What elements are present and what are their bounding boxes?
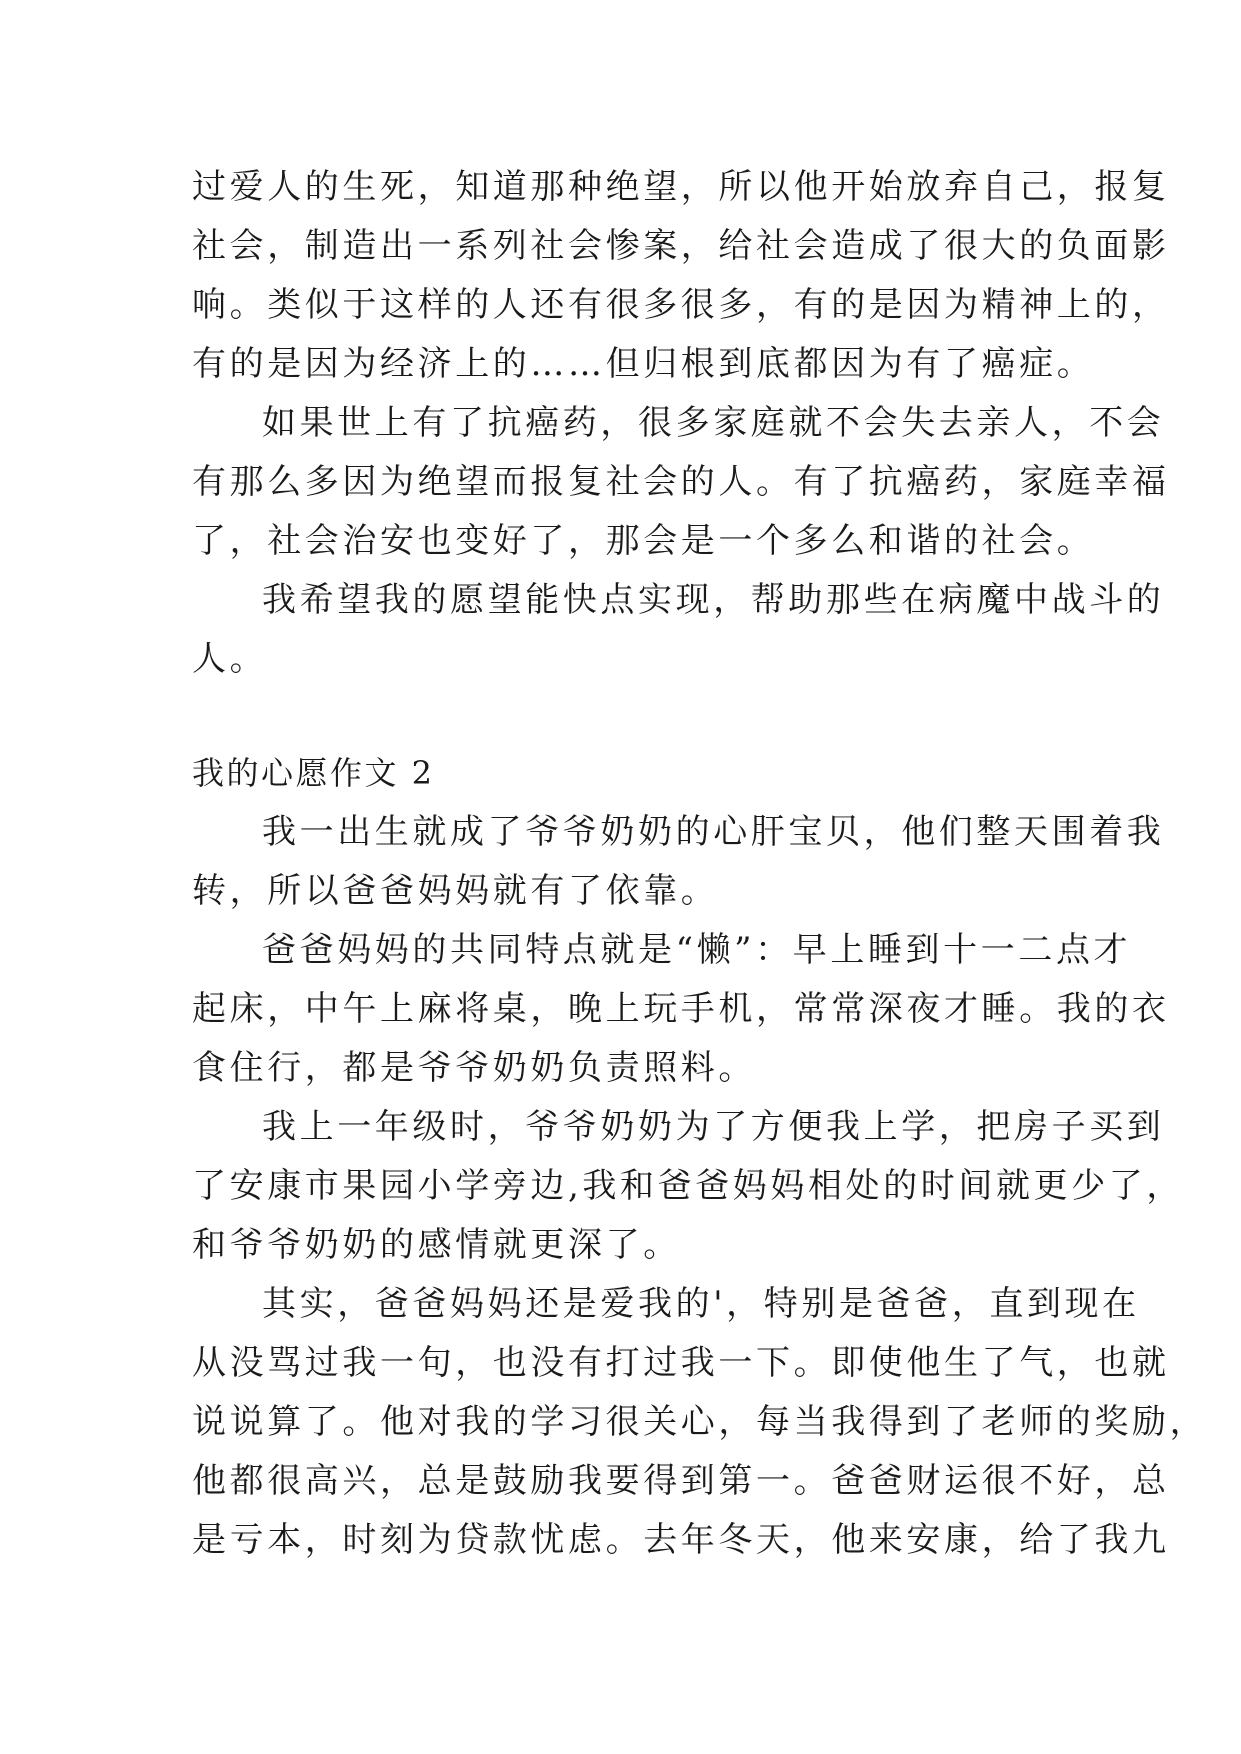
text-line: 说说算了。他对我的学习很关心，每当我得到了老师的奖励， bbox=[192, 1402, 1208, 1442]
text-line: 了安康市果园小学旁边,我和爸爸妈妈相处的时间就更少了， bbox=[192, 1166, 1185, 1206]
paragraph bbox=[192, 1098, 1185, 1275]
text-line: 和爷爷奶奶的感情就更深了。 bbox=[192, 1225, 681, 1265]
text-line: 食住行，都是爷爷奶奶负责照料。 bbox=[192, 1048, 756, 1088]
text-line: 如果世上有了抗癌药，很多家庭就不会失去亲人，不会 bbox=[262, 403, 1165, 443]
text-line: 转，所以爸爸妈妈就有了依靠。 bbox=[192, 871, 719, 911]
section-gap bbox=[192, 689, 1072, 744]
text-line: 从没骂过我一句，也没有打过我一下。即使他生了气，也就 bbox=[192, 1343, 1170, 1383]
paragraph bbox=[192, 921, 1170, 1098]
text-line: 其实，爸爸妈妈还是爱我的'，特别是爸爸，直到现在 bbox=[262, 1284, 1140, 1324]
text-line: 响。类似于这样的人还有很多很多，有的是因为精神上的， bbox=[192, 285, 1170, 325]
text-line: 了，社会治安也变好了，那会是一个多么和谐的社会。 bbox=[192, 521, 1095, 561]
paragraph bbox=[192, 571, 1165, 689]
text-line: 社会，制造出一系列社会惨案，给社会造成了很大的负面影 bbox=[192, 226, 1170, 266]
text-line: 人。 bbox=[192, 639, 268, 679]
text-line: 我一出生就成了爷爷奶奶的心肝宝贝，他们整天围着我 bbox=[262, 812, 1165, 852]
paragraph bbox=[192, 1275, 1208, 1570]
text-line: 他都很高兴，总是鼓励我要得到第一。爸爸财运很不好，总 bbox=[192, 1461, 1170, 1501]
paragraph bbox=[192, 394, 1170, 571]
text-line: 是亏本，时刻为贷款忧虑。去年冬天，他来安康，给了我九 bbox=[192, 1520, 1170, 1560]
text-line: 起床，中午上麻将桌，晚上玩手机，常常深夜才睡。我的衣 bbox=[192, 989, 1170, 1029]
text-line: 我希望我的愿望能快点实现，帮助那些在病魔中战斗的 bbox=[262, 580, 1165, 620]
paragraph-continued bbox=[192, 158, 1170, 394]
document-body bbox=[192, 158, 1208, 1570]
text-line: 爸爸妈妈的共同特点就是“懒”：早上睡到十一二点才 bbox=[262, 930, 1132, 970]
text-line: 过爱人的生死，知道那种绝望，所以他开始放弃自己，报复 bbox=[192, 167, 1170, 207]
text-line: 我上一年级时，爷爷奶奶为了方便我上学，把房子买到 bbox=[262, 1107, 1165, 1147]
text-line: 有那么多因为绝望而报复社会的人。有了抗癌药，家庭幸福 bbox=[192, 462, 1170, 502]
paragraph bbox=[192, 803, 1165, 921]
section-title: 我的心愿作文 2 bbox=[192, 754, 435, 792]
text-line: 有的是因为经济上的……但归根到底都因为有了癌症。 bbox=[192, 344, 1095, 384]
